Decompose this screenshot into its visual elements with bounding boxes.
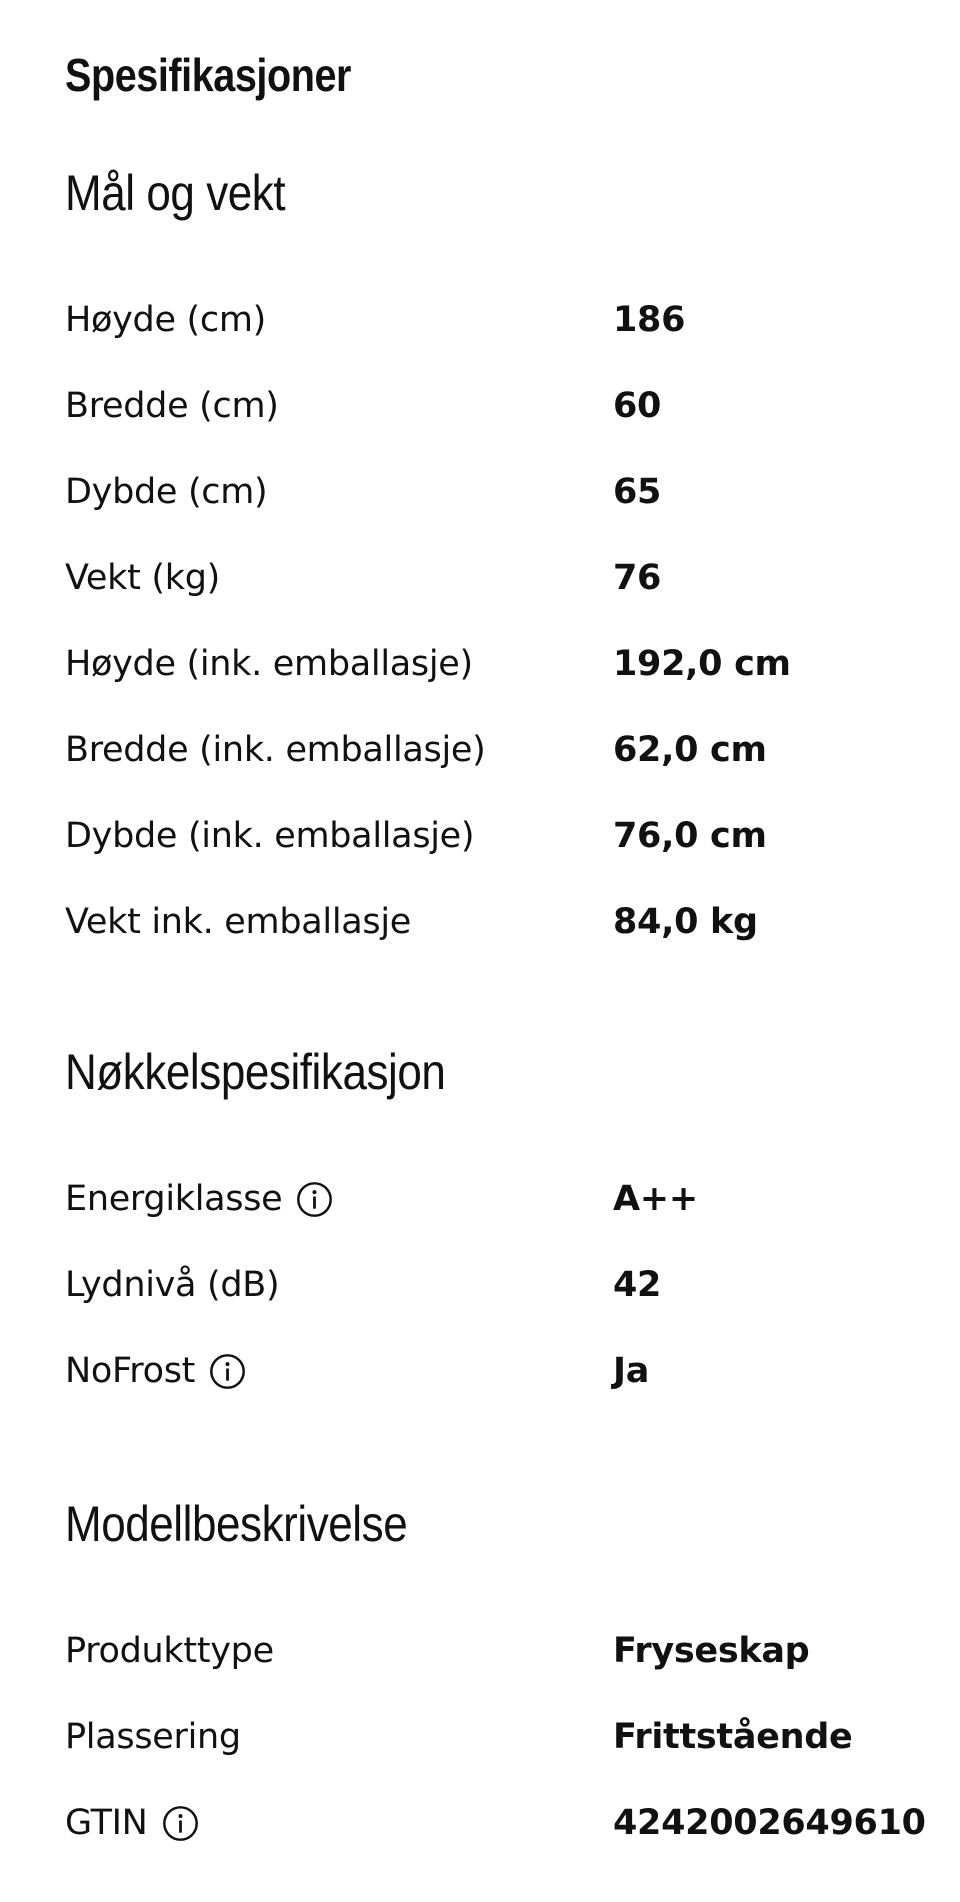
spec-row-noise-level bbox=[65, 1242, 945, 1328]
section-model-description bbox=[65, 1489, 945, 1866]
spec-label: Dybde (ink. emballasje) bbox=[65, 816, 475, 856]
spec-label: Dybde (cm) bbox=[65, 472, 268, 512]
spec-label: GTIN bbox=[65, 1803, 148, 1843]
spec-value: 65 bbox=[613, 472, 662, 512]
spec-row-nofrost bbox=[65, 1328, 945, 1414]
spec-value: 62,0 cm bbox=[613, 730, 767, 770]
spec-value: Frittstående bbox=[613, 1717, 853, 1757]
spec-row-depth bbox=[65, 449, 945, 535]
spec-value: 76 bbox=[613, 558, 662, 598]
spec-row-packed-weight bbox=[65, 879, 945, 965]
info-icon[interactable] bbox=[209, 1353, 246, 1390]
spec-label: Energiklasse bbox=[65, 1179, 283, 1219]
spec-row-packed-depth bbox=[65, 793, 945, 879]
spec-list bbox=[65, 1608, 945, 1866]
spec-value: 76,0 cm bbox=[613, 816, 767, 856]
spec-list bbox=[65, 1156, 945, 1414]
spec-label: NoFrost bbox=[65, 1351, 196, 1391]
spec-label: Lydnivå (dB) bbox=[65, 1265, 280, 1305]
spec-value: 192,0 cm bbox=[613, 644, 791, 684]
spec-row-height bbox=[65, 277, 945, 363]
spec-label: Høyde (ink. emballasje) bbox=[65, 644, 473, 684]
spec-value: 84,0 kg bbox=[613, 902, 758, 942]
page-title: Spesifikasjoner bbox=[65, 49, 351, 101]
spec-label: Vekt (kg) bbox=[65, 558, 220, 598]
spec-value: A++ bbox=[613, 1179, 698, 1219]
section-title: Mål og vekt bbox=[65, 165, 286, 221]
spec-label: Høyde (cm) bbox=[65, 300, 266, 340]
section-dimensions-weight bbox=[65, 158, 945, 965]
spec-label: Produkttype bbox=[65, 1631, 274, 1671]
spec-row-product-type bbox=[65, 1608, 945, 1694]
section-key-specifications bbox=[65, 1037, 945, 1414]
section-title: Modellbeskrivelse bbox=[65, 1496, 408, 1552]
spec-value: 186 bbox=[613, 300, 686, 340]
spec-list bbox=[65, 277, 945, 965]
spec-label: Bredde (ink. emballasje) bbox=[65, 730, 486, 770]
info-icon[interactable] bbox=[296, 1181, 333, 1218]
spec-row-gtin bbox=[65, 1780, 945, 1866]
spec-row-packed-width bbox=[65, 707, 945, 793]
spec-label: Plassering bbox=[65, 1717, 241, 1757]
spec-row-placement bbox=[65, 1694, 945, 1780]
spec-label: Vekt ink. emballasje bbox=[65, 902, 411, 942]
info-icon[interactable] bbox=[162, 1805, 199, 1842]
spec-value: Ja bbox=[613, 1351, 650, 1391]
spec-row-width bbox=[65, 363, 945, 449]
spec-row-packed-height bbox=[65, 621, 945, 707]
spec-row-weight bbox=[65, 535, 945, 621]
section-title: Nøkkelspesifikasjon bbox=[65, 1044, 446, 1100]
spec-row-energy-class bbox=[65, 1156, 945, 1242]
spec-value: Fryseskap bbox=[613, 1631, 810, 1671]
spec-value: 60 bbox=[613, 386, 662, 426]
spec-value: 4242002649610 bbox=[613, 1803, 926, 1843]
spec-value: 42 bbox=[613, 1265, 662, 1305]
spec-label: Bredde (cm) bbox=[65, 386, 279, 426]
